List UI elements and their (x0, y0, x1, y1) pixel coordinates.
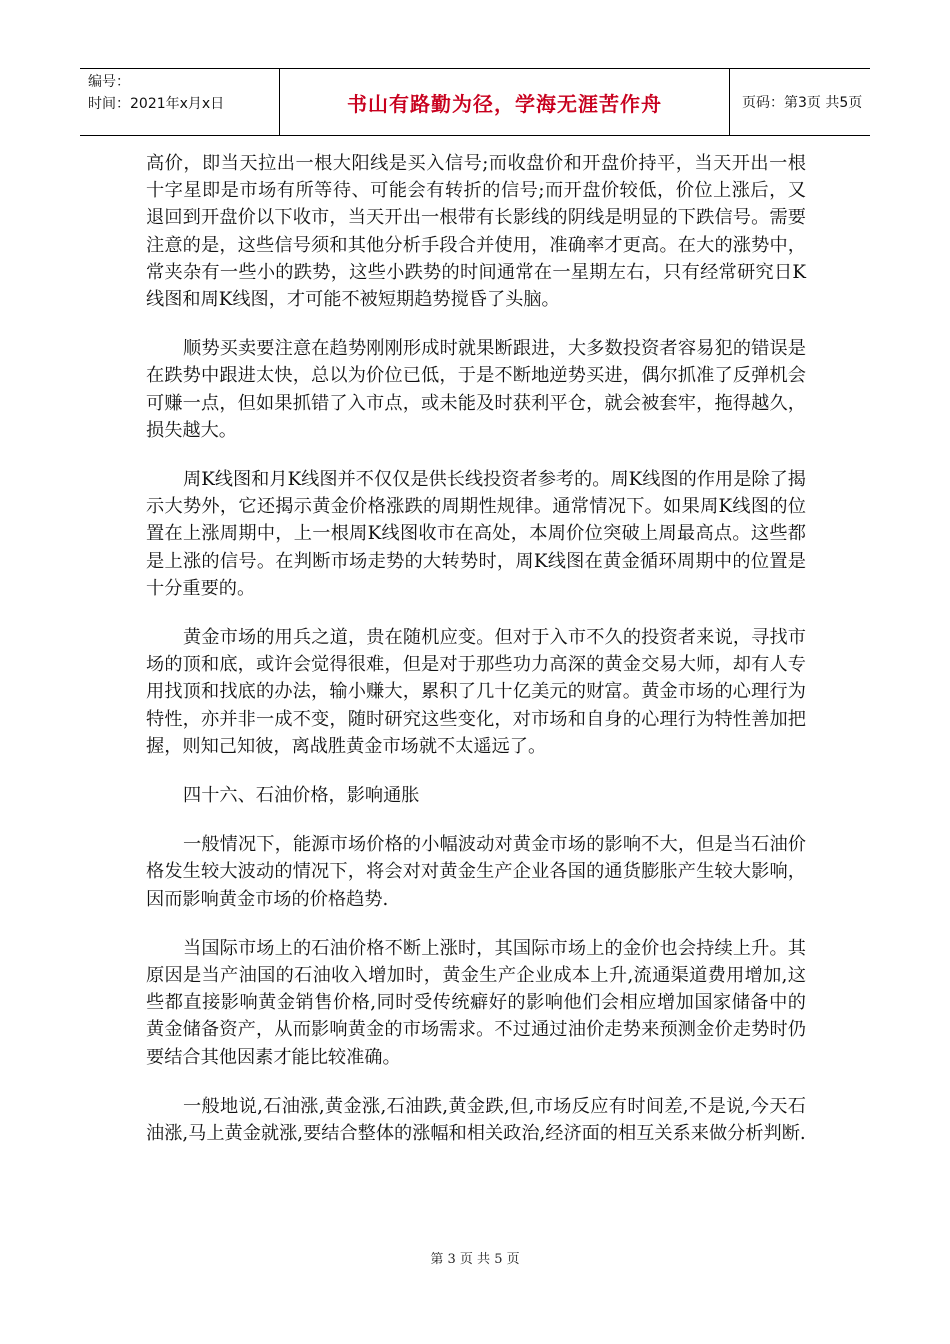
header-motto-cell (280, 69, 730, 135)
footer-page-number: 第 3 页 共 5 页 (430, 1252, 520, 1267)
page-footer (0, 1248, 950, 1267)
header-motto: 书山有路勤为径，学海无涯苦作舟 (347, 91, 662, 116)
paragraph-7: 一般地说,石油涨,黄金涨,石油跌,黄金跌,但,市场反应有时间差,不是说,今天石油涨,马上黄金就涨,要结合整体的涨幅和相关政治,经济面的相互关系来做分析判断. (146, 1095, 806, 1145)
document-time: 时间：2021年x月x日 (88, 96, 225, 112)
paragraph-5: 一般情况下，能源市场价格的小幅波动对黄金市场的影响不大，但是当石油价格发生较大波动的情况下，将会对对黄金生产企业各国的通货膨胀产生较大影响，因而影响黄金市场的价格趋势. (146, 834, 806, 910)
document-body (146, 150, 806, 1169)
paragraph-3: 周K线图和月K线图并不仅仅是供长线投资者参考的。周K线图的作用是除了揭示大势外，它还揭示黄金价格涨跌的周期性规律。通常情况下。如果周K线图的位置在上涨周期中，上一根周K线图收市在高处，本周价位突破上周最高点。这些都是上涨的信号。在判断市场走势的大转势时，周K线图在黄金循环周期中的位置是十分重要的。 (146, 469, 806, 599)
page-header (80, 68, 870, 136)
document-number: 编号： (88, 74, 130, 90)
paragraph-4: 黄金市场的用兵之道，贵在随机应变。但对于入市不久的投资者来说，寻找市场的顶和底，或许会觉得很难，但是对于那些功力高深的黄金交易大师，却有人专用找顶和找底的办法，输小赚大，累积了几十亿美元的财富。黄金市场的心理行为特性，亦并非一成不变，随时研究这些变化，对市场和自身的心理行为特性善加把握，则知己知彼，离战胜黄金市场就不太遥远了。 (146, 627, 806, 757)
paragraph-1: 高价，即当天拉出一根大阳线是买入信号;而收盘价和开盘价持平，当天开出一根十字星即是市场有所等待、可能会有转折的信号;而开盘价较低，价位上涨后，又退回到开盘价以下收市，当天开出一根带有长影线的阴线是明显的下跌信号。需要注意的是，这些信号须和其他分析手段合并使用，准确率才更高。在大的涨势中，常夹杂有一些小的跌势，这些小跌势的时间通常在一星期左右，只有经常研究日K线图和周K线图，才可能不被短期趋势搅昏了头脑。 (146, 153, 806, 311)
paragraph-6: 当国际市场上的石油价格不断上涨时，其国际市场上的金价也会持续上升。其原因是当产油国的石油收入增加时，黄金生产企业成本上升,流通渠道费用增加,这些都直接影响黄金销售价格,同时受传统癖好的影响他们会相应增加国家储备中的黄金储备资产，从而影响黄金的市场需求。不过通过油价走势来预测金价走势时仍要结合其他因素才能比较准确。 (146, 937, 806, 1068)
paragraph-2: 顺势买卖要注意在趋势刚刚形成时就果断跟进，大多数投资者容易犯的错误是在跌势中跟进太快，总以为价位已低，于是不断地逆势买进，偶尔抓准了反弹机会可赚一点，但如果抓错了入市点，或未能及时获利平仓，就会被套牢，拖得越久，损失越大。 (146, 338, 806, 441)
header-page-cell (730, 69, 870, 135)
header-meta (80, 69, 280, 135)
header-page-number: 页码：第3页 共5页 (742, 95, 863, 111)
section-heading: 四十六、石油价格，影响通胀 (183, 785, 420, 807)
